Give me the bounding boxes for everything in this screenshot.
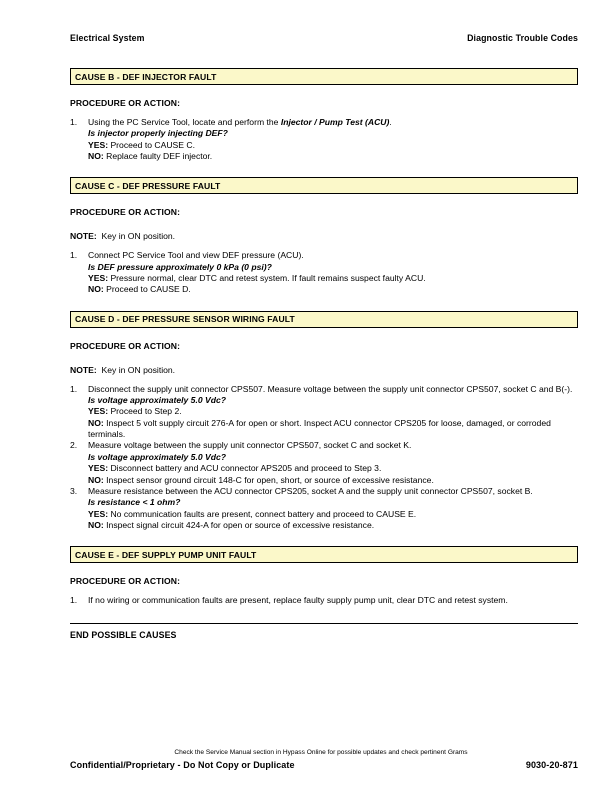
note-line bbox=[70, 231, 578, 241]
step-text-lead: Connect PC Service Tool and view DEF pressure (ACU). bbox=[88, 250, 304, 261]
cause-banner: CAUSE C - DEF PRESSURE FAULT bbox=[70, 177, 578, 194]
step-text bbox=[88, 486, 578, 497]
step-number: 1. bbox=[70, 595, 78, 606]
step-list bbox=[70, 595, 578, 606]
step-answer-no bbox=[88, 418, 578, 441]
header-left-title: Electrical System bbox=[70, 33, 145, 43]
yes-label: YES: bbox=[88, 463, 109, 474]
step-answer-no bbox=[88, 475, 578, 486]
step-answer-no bbox=[88, 151, 578, 162]
step-item bbox=[70, 440, 578, 485]
step-number: 1. bbox=[70, 117, 78, 127]
step-answer-yes bbox=[88, 509, 578, 520]
yes-text: Disconnect battery and ACU connector APS205 and proceed to Step 3. bbox=[110, 463, 382, 474]
step-answer-yes bbox=[88, 406, 578, 417]
step-question: Is resistance < 1 ohm? bbox=[88, 497, 181, 508]
cause-section bbox=[70, 546, 578, 606]
step-item bbox=[70, 384, 578, 441]
cause-banner: CAUSE B - DEF INJECTOR FAULT bbox=[70, 68, 578, 85]
yes-label: YES: bbox=[88, 273, 109, 284]
no-text: Inspect signal circuit 424-A for open or source of excessive resistance. bbox=[106, 519, 375, 530]
step-text-lead: Disconnect the supply unit connector CPS507. Measure voltage between the supply unit connector CPS507, socket C and B(-). bbox=[88, 383, 573, 394]
step-text-lead: If no wiring or communication faults are present, replace faulty supply pump unit, clear DTC and retest system. bbox=[88, 595, 508, 606]
footer-service-manual-note: Check the Service Manual section in Hypass Online for possible updates and check pertinent Grams bbox=[174, 749, 468, 756]
no-label: NO: bbox=[88, 474, 104, 485]
no-text: Replace faulty DEF injector. bbox=[106, 151, 213, 162]
step-list bbox=[70, 117, 578, 162]
cause-section bbox=[70, 177, 578, 295]
no-label: NO: bbox=[88, 519, 104, 530]
page-header bbox=[70, 33, 578, 43]
procedure-or-action-label: PROCEDURE OR ACTION: bbox=[70, 340, 181, 351]
procedure-or-action-label: PROCEDURE OR ACTION: bbox=[70, 576, 181, 587]
step-item bbox=[70, 117, 578, 162]
step-text-lead: Measure voltage between the supply unit connector CPS507, socket C and socket K. bbox=[88, 440, 412, 451]
step-list bbox=[70, 250, 578, 295]
cause-banner: CAUSE E - DEF SUPPLY PUMP UNIT FAULT bbox=[70, 546, 578, 563]
step-number: 2. bbox=[70, 440, 78, 451]
step-answer-no bbox=[88, 520, 578, 531]
cause-section bbox=[70, 68, 578, 162]
step-text-emphasis: Injector / Pump Test (ACU) bbox=[280, 117, 390, 127]
cause-section bbox=[70, 311, 578, 531]
step-number: 3. bbox=[70, 485, 78, 496]
footer-document-number: 9030-20-871 bbox=[525, 760, 578, 770]
step-list bbox=[70, 384, 578, 531]
step-text-lead: Using the PC Service Tool, locate and perform the bbox=[88, 117, 281, 127]
no-text: Proceed to CAUSE D. bbox=[106, 284, 191, 295]
no-text: Inspect sensor ground circuit 148-C for open, short, or source of excessive resistance. bbox=[106, 474, 434, 485]
yes-text: No communication faults are present, connect battery and proceed to CAUSE E. bbox=[110, 508, 417, 519]
note-text: Key in ON position. bbox=[101, 364, 176, 375]
step-text bbox=[88, 595, 578, 606]
procedure-or-action-label: PROCEDURE OR ACTION: bbox=[70, 207, 181, 218]
step-question: Is injector properly injecting DEF? bbox=[88, 128, 228, 139]
step-text bbox=[88, 440, 578, 451]
yes-text: Proceed to Step 2. bbox=[110, 406, 182, 417]
document-body bbox=[70, 68, 578, 640]
step-text bbox=[88, 117, 578, 128]
step-text bbox=[88, 250, 578, 261]
step-item bbox=[70, 595, 578, 606]
no-label: NO: bbox=[88, 151, 104, 162]
no-label: NO: bbox=[88, 284, 104, 295]
step-answer-yes bbox=[88, 273, 578, 284]
step-item bbox=[70, 250, 578, 295]
step-question: Is voltage approximately 5.0 Vdc? bbox=[88, 395, 227, 406]
step-question: Is voltage approximately 5.0 Vdc? bbox=[88, 451, 227, 462]
no-label: NO: bbox=[88, 417, 104, 428]
step-answer-yes bbox=[88, 140, 578, 151]
end-section-divider bbox=[70, 623, 578, 624]
page-footer bbox=[70, 749, 578, 770]
step-answer-no bbox=[88, 284, 578, 295]
step-item bbox=[70, 486, 578, 531]
step-text-tail: . bbox=[389, 117, 392, 127]
note-line bbox=[70, 365, 578, 375]
yes-label: YES: bbox=[88, 406, 109, 417]
footer-row bbox=[70, 760, 578, 770]
footer-confidentiality-notice: Confidential/Proprietary - Do Not Copy or Duplicate bbox=[70, 760, 295, 770]
step-text bbox=[88, 384, 578, 395]
step-number: 1. bbox=[70, 250, 78, 261]
note-key: NOTE: bbox=[70, 364, 97, 375]
note-text: Key in ON position. bbox=[101, 231, 176, 242]
step-answer-yes bbox=[88, 463, 578, 474]
step-text-lead: Measure resistance between the ACU connector CPS205, socket A and the supply unit connector CPS507, socket B. bbox=[88, 485, 533, 496]
note-key: NOTE: bbox=[70, 231, 97, 242]
cause-banner: CAUSE D - DEF PRESSURE SENSOR WIRING FAULT bbox=[70, 311, 578, 328]
yes-label: YES: bbox=[88, 139, 109, 150]
end-possible-causes-label: END POSSIBLE CAUSES bbox=[70, 629, 177, 640]
yes-text: Proceed to CAUSE C. bbox=[110, 139, 195, 150]
step-number: 1. bbox=[70, 383, 78, 394]
no-text: Inspect 5 volt supply circuit 276-A for open or short. Inspect ACU connector CPS205 for loose, damaged, or corroded terminals. bbox=[88, 417, 551, 440]
procedure-or-action-label: PROCEDURE OR ACTION: bbox=[70, 98, 181, 108]
yes-label: YES: bbox=[88, 508, 109, 519]
step-question: Is DEF pressure approximately 0 kPa (0 psi)? bbox=[88, 261, 272, 272]
yes-text: Pressure normal, clear DTC and retest system. If fault remains suspect faulty ACU. bbox=[110, 273, 426, 284]
header-right-title: Diagnostic Trouble Codes bbox=[467, 33, 578, 43]
